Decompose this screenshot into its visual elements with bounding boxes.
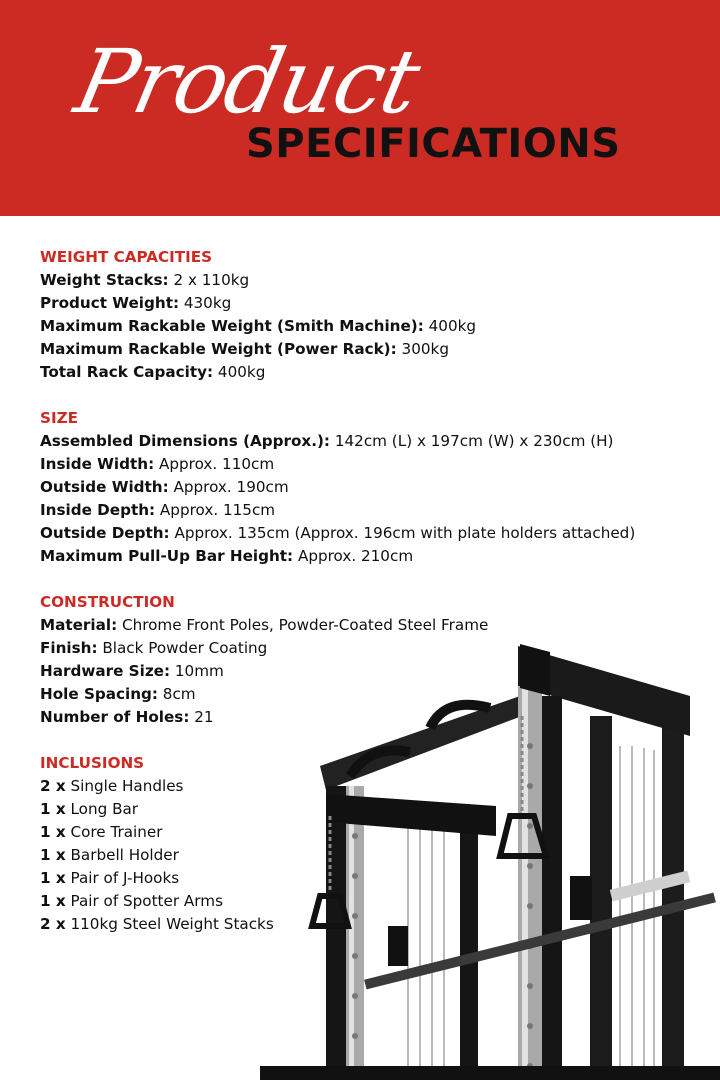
spec-row [40, 292, 700, 315]
spec-value: Approx. 210cm [297, 547, 414, 565]
spec-label: Material: [40, 616, 118, 634]
spec-row [40, 476, 700, 499]
spec-value: 400kg [217, 363, 266, 381]
inclusion-qty: 1 x [40, 869, 66, 887]
inclusion-row [40, 821, 700, 844]
spec-value: Approx. 135cm (Approx. 196cm with plate holders attached) [174, 524, 636, 542]
spec-label: Outside Depth: [40, 524, 170, 542]
spec-label: Total Rack Capacity: [40, 363, 214, 381]
inclusion-qty: 2 x [40, 915, 66, 933]
inclusion-row [40, 913, 700, 936]
spec-value: 21 [194, 708, 214, 726]
spec-row [40, 453, 700, 476]
spec-label: Assembled Dimensions (Approx.): [40, 432, 331, 450]
spec-label: Weight Stacks: [40, 271, 169, 289]
spec-label: Inside Width: [40, 455, 155, 473]
section-construction [40, 591, 700, 729]
spec-value: Approx. 190cm [173, 478, 289, 496]
inclusion-qty: 1 x [40, 800, 66, 818]
spec-list [40, 246, 700, 959]
spec-label: Maximum Pull-Up Bar Height: [40, 547, 294, 565]
section-weight-capacities [40, 246, 700, 384]
spec-row [40, 315, 700, 338]
section-heading: CONSTRUCTION [40, 593, 175, 611]
inclusion-item: Barbell Holder [70, 846, 179, 864]
spec-row [40, 269, 700, 292]
spec-row [40, 660, 700, 683]
inclusion-row [40, 798, 700, 821]
spec-value: Approx. 110cm [158, 455, 275, 473]
inclusion-qty: 1 x [40, 846, 66, 864]
inclusion-row [40, 867, 700, 890]
spec-row [40, 545, 700, 568]
spec-value: 300kg [401, 340, 449, 358]
inclusion-row [40, 775, 700, 798]
section-size [40, 407, 700, 568]
section-inclusions [40, 752, 700, 936]
spec-row [40, 430, 700, 453]
spec-row [40, 637, 700, 660]
block-title: SPECIFICATIONS [246, 121, 621, 167]
inclusion-row [40, 844, 700, 867]
spec-row [40, 614, 700, 637]
inclusion-item: Pair of Spotter Arms [70, 892, 223, 910]
section-heading: SIZE [40, 409, 78, 427]
header-banner [0, 0, 720, 216]
spec-value: 142cm (L) x 197cm (W) x 230cm (H) [334, 432, 614, 450]
spec-label: Product Weight: [40, 294, 180, 312]
inclusion-item: 110kg Steel Weight Stacks [70, 915, 274, 933]
spec-row [40, 499, 700, 522]
spec-label: Number of Holes: [40, 708, 190, 726]
spec-row [40, 683, 700, 706]
spec-value: 400kg [428, 317, 477, 335]
spec-row [40, 706, 700, 729]
spec-label: Maximum Rackable Weight (Smith Machine): [40, 317, 424, 335]
spec-label: Hole Spacing: [40, 685, 158, 703]
spec-value: Approx. 115cm [159, 501, 276, 519]
spec-row [40, 522, 700, 545]
spec-value: 430kg [183, 294, 232, 312]
inclusion-item: Long Bar [70, 800, 139, 818]
spec-row [40, 338, 700, 361]
inclusion-qty: 1 x [40, 892, 66, 910]
inclusion-item: Single Handles [70, 777, 184, 795]
inclusion-row [40, 890, 700, 913]
spec-label: Inside Depth: [40, 501, 156, 519]
inclusion-item: Core Trainer [70, 823, 163, 841]
section-heading: WEIGHT CAPACITIES [40, 248, 213, 266]
spec-value: 2 x 110kg [173, 271, 250, 289]
spec-value: Black Powder Coating [102, 639, 268, 657]
spec-value: 8cm [162, 685, 196, 703]
spec-label: Maximum Rackable Weight (Power Rack): [40, 340, 397, 358]
section-heading: INCLUSIONS [40, 754, 145, 772]
inclusion-qty: 2 x [40, 777, 66, 795]
inclusion-item: Pair of J-Hooks [70, 869, 180, 887]
inclusion-qty: 1 x [40, 823, 66, 841]
spec-value: Chrome Front Poles, Powder-Coated Steel Frame [121, 616, 489, 634]
spec-value: 10mm [174, 662, 224, 680]
spec-label: Finish: [40, 639, 98, 657]
script-title: Product [67, 30, 427, 133]
spec-label: Hardware Size: [40, 662, 171, 680]
spec-row [40, 361, 700, 384]
spec-label: Outside Width: [40, 478, 169, 496]
